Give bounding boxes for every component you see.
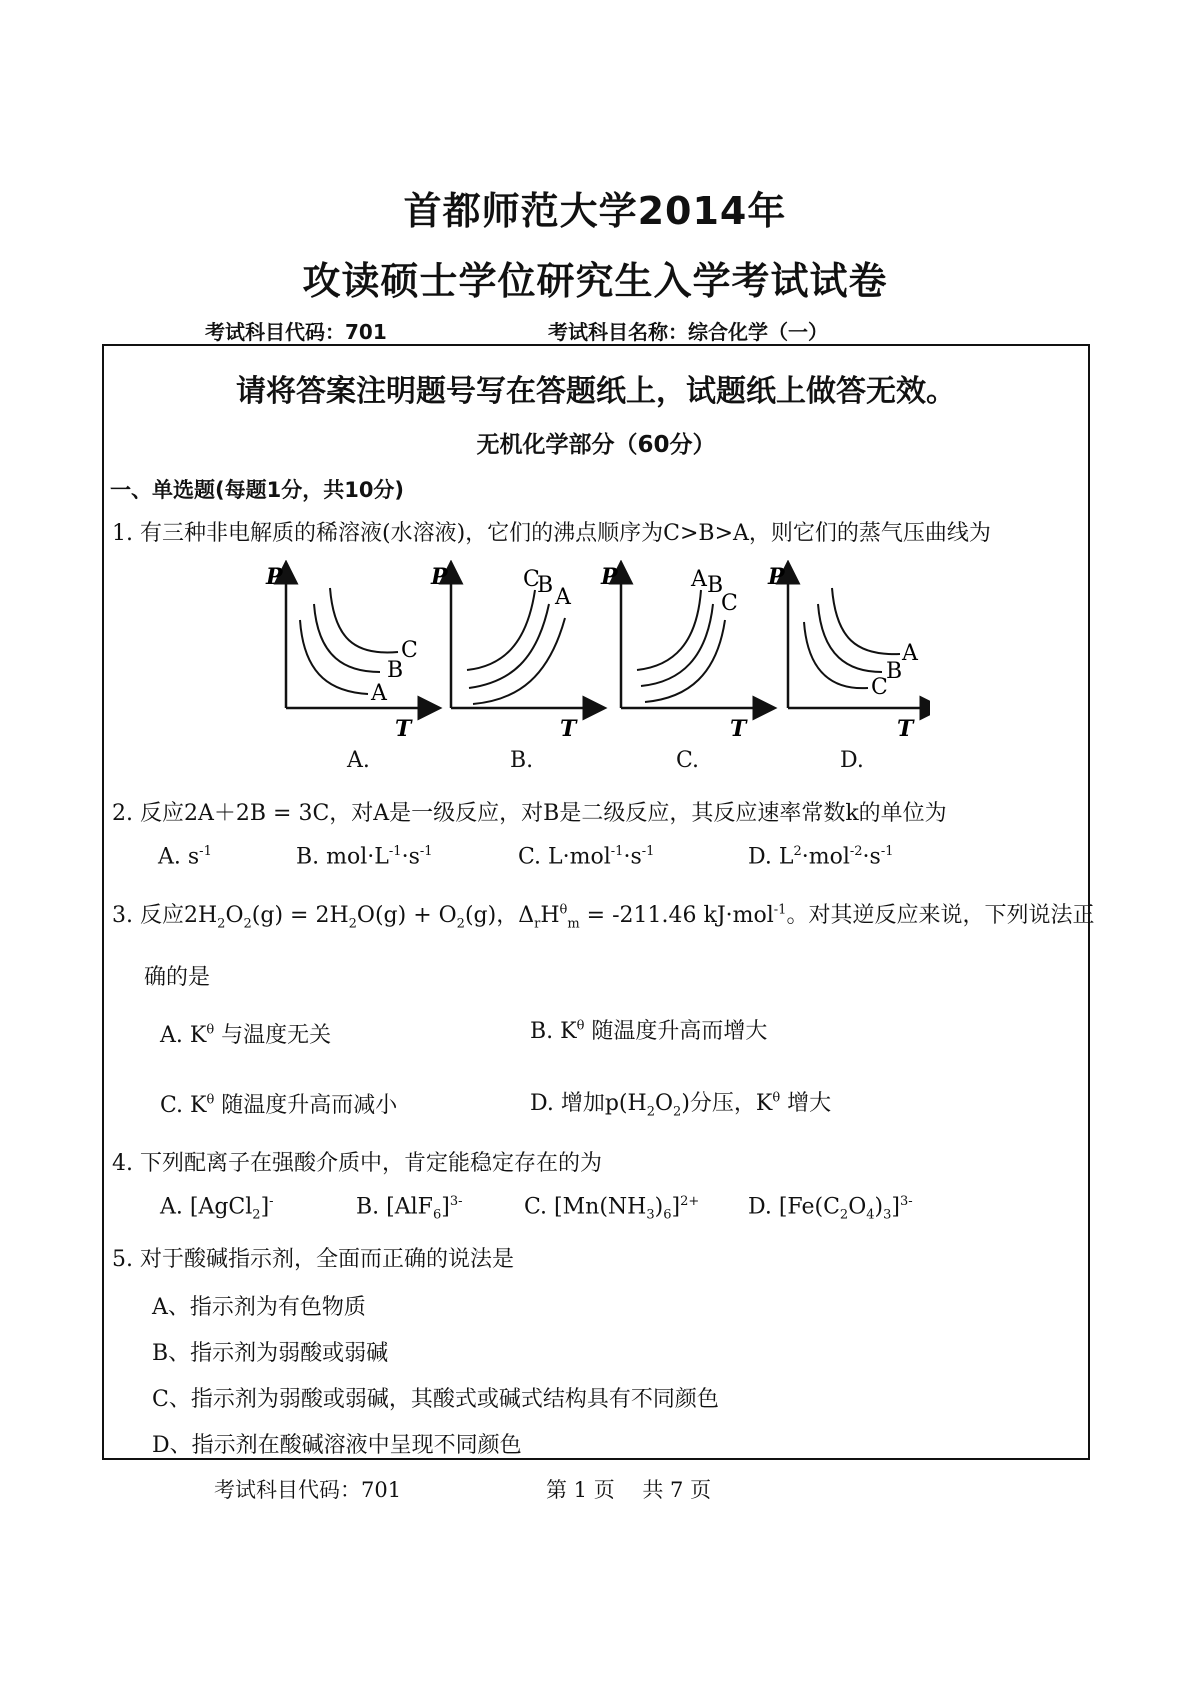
curve-label: C xyxy=(523,567,540,592)
graph-b xyxy=(430,564,595,742)
q2-option-d: D. $L^2\cdot mol^{-2}\cdot s^{-1}$ xyxy=(748,844,894,870)
curve-label: A xyxy=(555,585,571,610)
q1-option-c: C. xyxy=(676,748,700,773)
q1-graphs xyxy=(250,560,930,770)
curve-label: B xyxy=(537,573,554,598)
q3-option-a: A. $K^\theta$ 与温度无关 xyxy=(160,1022,332,1048)
curve-label: B xyxy=(387,658,404,683)
part-title: 一、单选题(每题1分，共10分) xyxy=(110,478,405,502)
q5-text: 5. 对于酸碱指示剂，全面而正确的说法是 xyxy=(112,1247,514,1272)
q1-option-d: D. xyxy=(840,748,864,773)
q4-text: 4. 下列配离子在强酸介质中，肯定能稳定存在的为 xyxy=(112,1151,602,1176)
subject-code: 考试科目代码：701 xyxy=(205,320,387,344)
q5-option-c: C、指示剂为弱酸或弱碱，其酸式或碱式结构具有不同颜色 xyxy=(152,1387,719,1412)
q1-text: 1. 有三种非电解质的稀溶液(水溶液)，它们的沸点顺序为C>B>A，则它们的蒸气压曲线为 xyxy=(112,521,991,546)
q3-option-b: B. $K^\theta$ 随温度升高而增大 xyxy=(530,1018,768,1044)
graph-d xyxy=(767,564,930,742)
graph-c xyxy=(600,564,765,742)
subject-name: 考试科目名称：综合化学（一） xyxy=(548,320,828,344)
curve-label: B xyxy=(707,573,724,598)
curve-label: C xyxy=(871,675,888,700)
footer-subject-code: 考试科目代码：701 xyxy=(214,1478,402,1502)
axis-p-label: P xyxy=(768,564,785,590)
axis-p-label: P xyxy=(431,564,448,590)
curve-label: A xyxy=(902,641,918,666)
curve-label: A xyxy=(691,567,707,592)
q4-option-b: B. $[AlF_6]^{3-}$ xyxy=(356,1194,463,1223)
q2-option-c: C. $L\cdot mol^{-1}\cdot s^{-1}$ xyxy=(518,844,655,870)
curve-label: A xyxy=(371,681,387,706)
q5-option-a: A、指示剂为有色物质 xyxy=(152,1295,366,1320)
exam-title-line1: 首都师范大学2014年 xyxy=(403,189,787,233)
exam-title-line2: 攻读硕士学位研究生入学考试试卷 xyxy=(302,259,888,303)
q2-option-a: A. $s^{-1}$ xyxy=(158,844,212,870)
footer-page-number: 第 1 页 共 7 页 xyxy=(546,1478,712,1502)
q4-option-c: C. $[Mn(NH_3)_6]^{2+}$ xyxy=(524,1194,700,1223)
axis-t-label: T xyxy=(395,716,412,742)
axis-t-label: T xyxy=(730,716,747,742)
curve-label: B xyxy=(886,659,903,684)
q2-option-b: B. $mol\cdot L^{-1}\cdot s^{-1}$ xyxy=(296,844,433,870)
graph-a xyxy=(265,564,430,742)
axis-t-label: T xyxy=(897,716,914,742)
axis-t-label: T xyxy=(560,716,577,742)
q1-option-b: B. xyxy=(510,748,534,773)
section-title: 无机化学部分（60分） xyxy=(476,432,716,458)
q5-option-b: B、指示剂为弱酸或弱碱 xyxy=(152,1341,389,1366)
axis-p-label: P xyxy=(601,564,618,590)
q3-option-d: D. 增加$p(H_2O_2)$分压，$K^\theta$ 增大 xyxy=(530,1090,832,1120)
q5-option-d: D、指示剂在酸碱溶液中呈现不同颜色 xyxy=(152,1433,522,1458)
answer-notice: 请将答案注明题号写在答题纸上，试题纸上做答无效。 xyxy=(236,374,956,409)
axis-p-label: P xyxy=(266,564,283,590)
curve-label: C xyxy=(721,591,738,616)
q4-option-a: A. [AgCl$_2$]- xyxy=(160,1194,274,1223)
curve-label: C xyxy=(401,638,418,663)
q4-option-d: D. $[Fe(C_2O_4)_3]^{3-}$ xyxy=(748,1194,913,1223)
q3-option-c: C. $K^\theta$ 随温度升高而减小 xyxy=(160,1092,398,1118)
q3-text-line2: 确的是 xyxy=(144,965,211,990)
q2-text: 2. 反应2A＋2B = 3C，对A是一级反应，对B是二级反应，其反应速率常数k的单位为 xyxy=(112,801,947,826)
q3-text: 3. 反应$2H_2O_2(g) = 2H_2O(g) + O_2(g)$，$\Delta_rH^\theta_m = -211.46$ kJ·mol$^{-1}$。对其逆反应来说，下列说法正 xyxy=(112,902,1095,932)
q1-option-a: A. xyxy=(347,748,370,773)
